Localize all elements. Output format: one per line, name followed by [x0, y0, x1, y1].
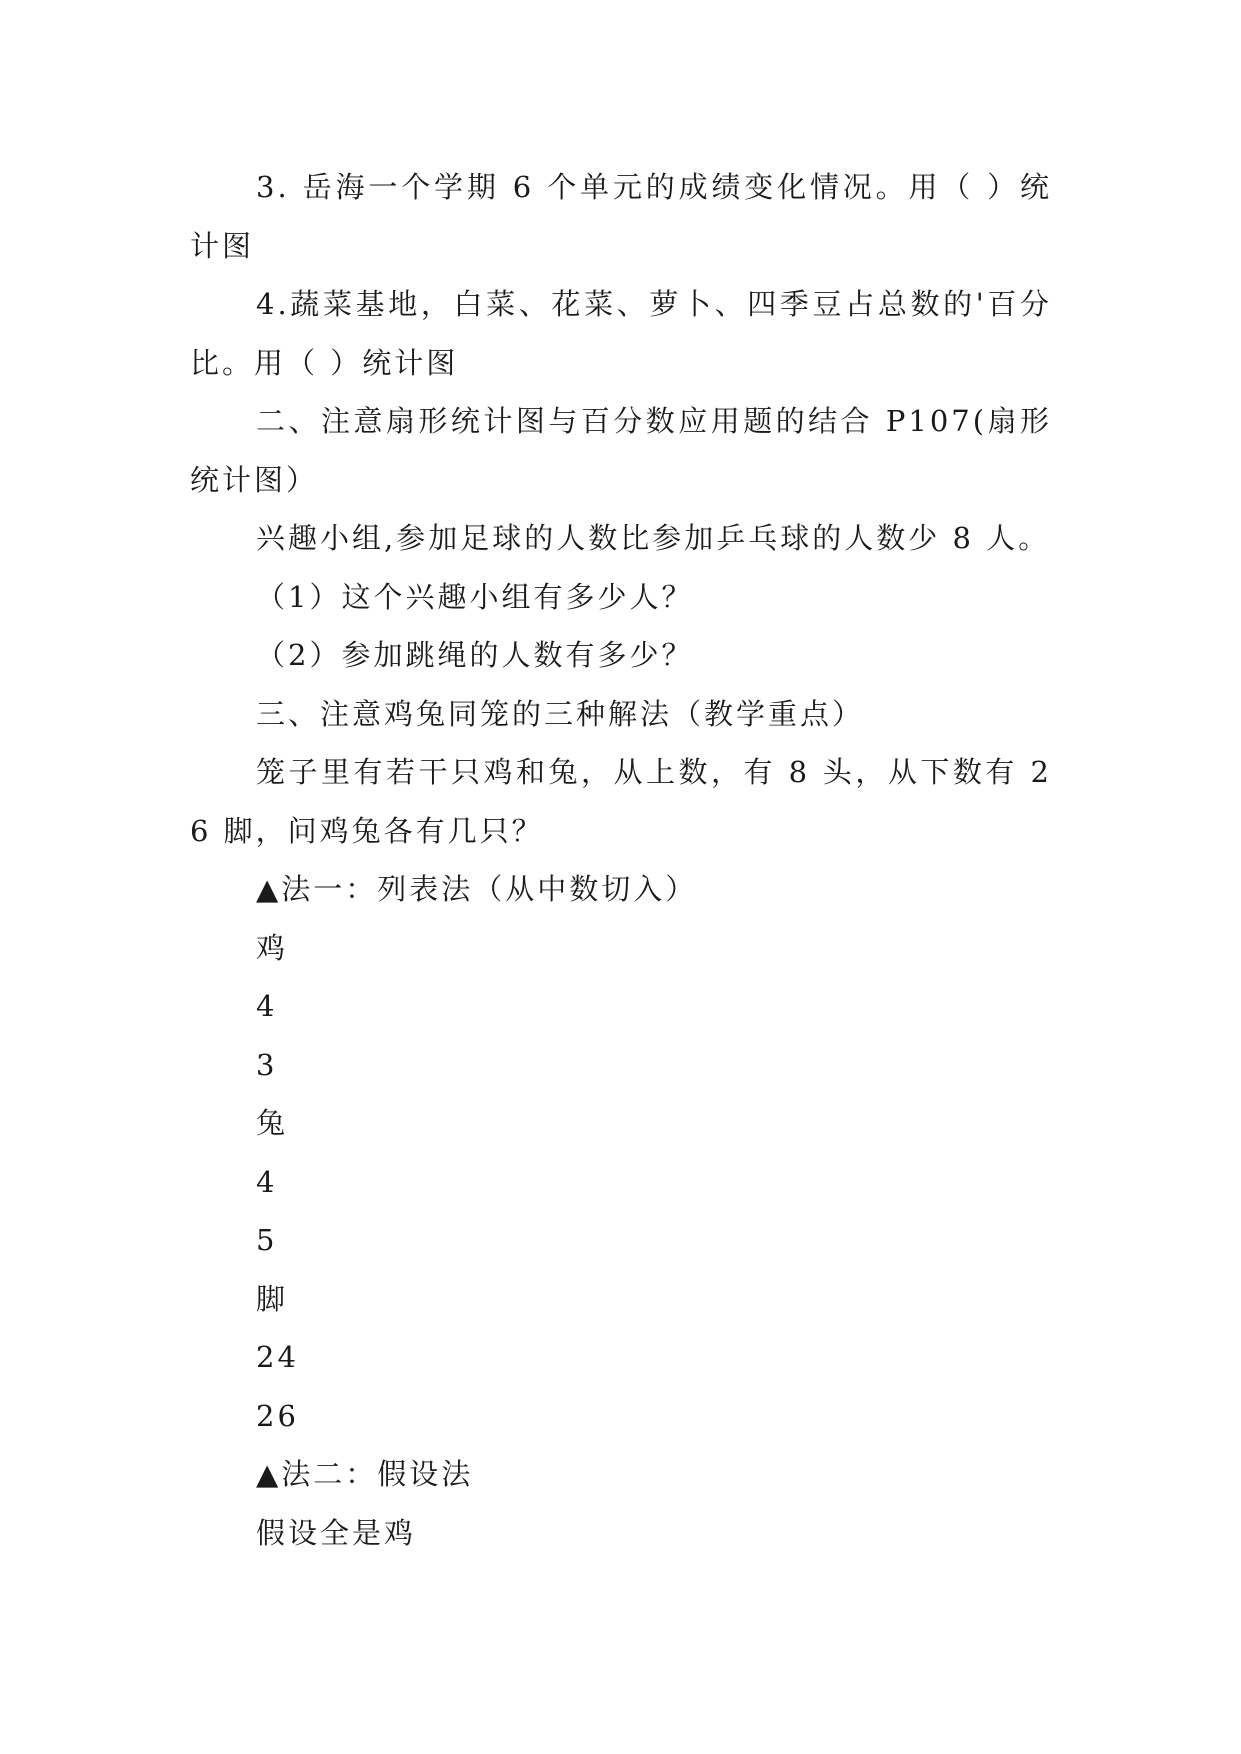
- table-value: 4: [256, 1164, 278, 1199]
- question-1: （1）这个兴趣小组有多少人？: [256, 579, 694, 614]
- paragraph-assume-all-chickens: 假设全是鸡: [256, 1515, 417, 1550]
- paragraph-q4-pie-chart: 4.蔬菜基地，白菜、花菜、萝卜、四季豆占总数的'百分比。用（ ）统计图: [190, 287, 1052, 380]
- table-value: 24: [256, 1340, 299, 1374]
- paragraph-chicken-rabbit-problem: 笼子里有若干只鸡和兔，从上数，有 8 头，从下数有 26 脚，问鸡兔各有几只？: [190, 755, 1052, 848]
- table-label-chicken: 鸡: [256, 930, 289, 965]
- document-body: [190, 158, 1052, 1562]
- table-value: 5: [256, 1223, 278, 1257]
- table-label-rabbit: 兔: [256, 1106, 289, 1140]
- table-value: 4: [256, 989, 278, 1023]
- table-value: 26: [256, 1398, 299, 1433]
- section-heading-2: 二、注意扇形统计图与百分数应用题的结合 P107(扇形统计图）: [190, 404, 1052, 497]
- table-label-feet: 脚: [256, 1281, 289, 1316]
- method-2-heading: ▲法二：假设法: [256, 1457, 474, 1491]
- table-value: 3: [256, 1047, 278, 1082]
- section-heading-3: 三、注意鸡兔同笼的三种解法（教学重点）: [256, 696, 865, 731]
- method-1-heading: ▲法一：列表法（从中数切入）: [256, 872, 698, 906]
- question-2: （2）参加跳绳的人数有多少？: [256, 638, 694, 672]
- paragraph-interest-group: 兴趣小组,参加足球的人数比参加乒乓球的人数少 8 人。: [256, 521, 1051, 555]
- paragraph-q3-line-chart: 3. 岳海一个学期 6 个单元的成绩变化情况。用（ ）统计图: [190, 170, 1052, 263]
